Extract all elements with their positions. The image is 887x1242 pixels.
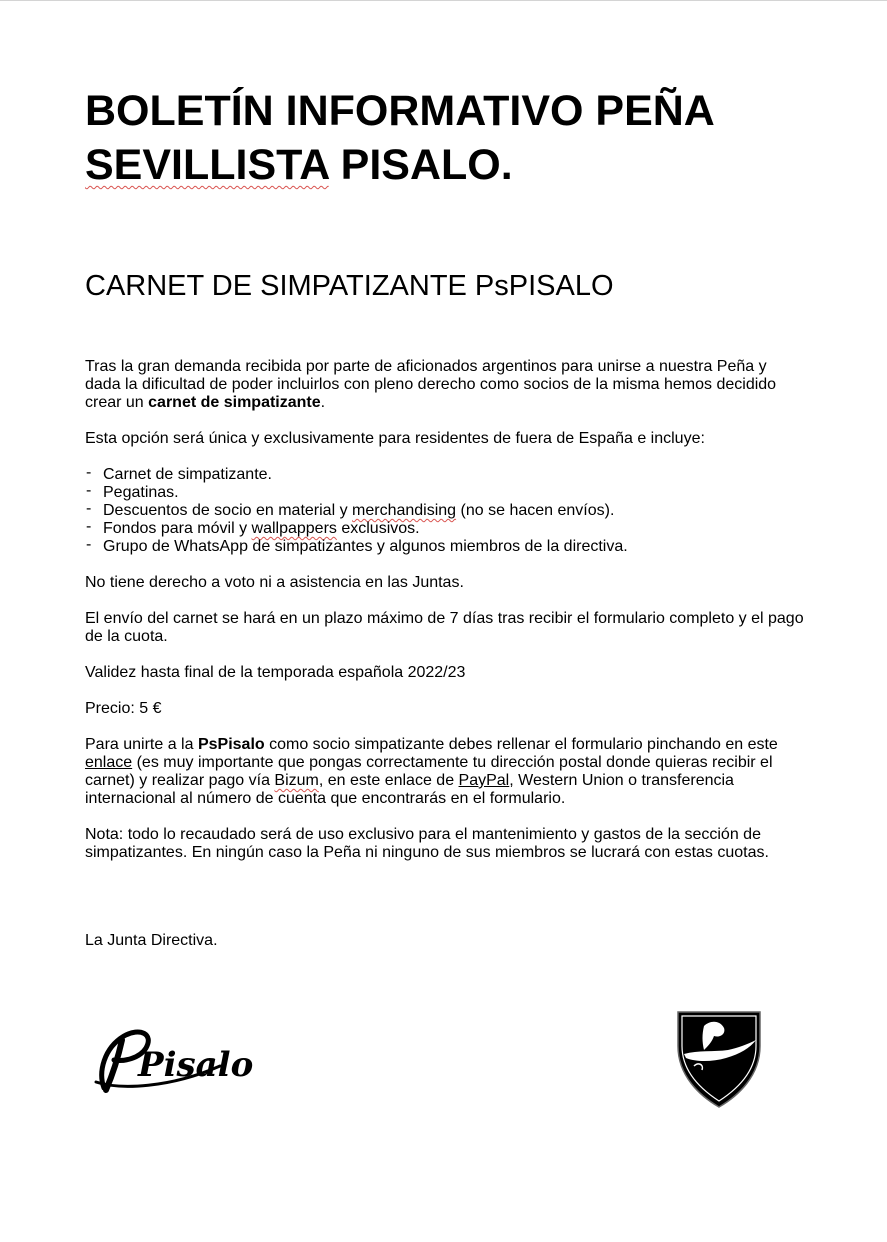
join-paragraph [85,736,805,808]
list-item-text: Descuentos de socio en material y [103,502,353,519]
flagged-word: Bizum [274,772,319,789]
title-line-1: BOLETÍN INFORMATIVO PEÑA [85,87,715,135]
list-item [85,502,805,520]
list-item-text: exclusivos. [336,520,420,537]
body-text [85,358,805,880]
intro-text: Tras la gran demanda recibida por parte de aficionados argentinos para unirse a nuestra Peña y dada la dificultad de poder incluirlos con pleno derecho como socios de la misma hemos decidido crear un [85,358,777,411]
intro-text-end: . [320,394,326,411]
flagged-word: merchandising [352,502,457,519]
join-text: , en este enlace de [318,772,459,789]
title-line-2 [85,138,805,192]
list-item-text: Fondos para móvil y [103,520,252,537]
title-line-2-rest: PISALO. [328,141,513,189]
join-text: Para unirte a la [85,736,198,753]
pisalo-script-logo [90,1018,254,1100]
list-item: - Pegatinas. [85,484,805,502]
validity-paragraph: Validez hasta final de la temporada española 2022/23 [85,664,466,681]
list-item-text: (no se hacen envíos). [456,502,615,519]
nota-paragraph: Nota: todo lo recaudado será de uso exclusivo para el mantenimiento y gastos de la sección de simpatizantes. En ningún caso la Peña ni ninguno de sus miembros se lucrará con estas cuotas. [85,826,769,861]
list-item: - Carnet de simpatizante. [85,466,805,484]
page-top-edge [0,0,887,1]
list-item [85,520,805,538]
join-text: como socio simpatizante debes rellenar el formulario pinchando en este [264,736,778,753]
title-flagged-word: SEVILLISTA [85,141,329,189]
logo-wordmark: Pisalo [138,1045,254,1085]
signoff: La Junta Directiva. [85,932,218,949]
paypal-link[interactable]: PayPal [458,772,510,789]
benefits-list [85,466,805,556]
exclusive-paragraph: Esta opción será única y exclusivamente para residentes de fuera de España e incluye: [85,430,705,447]
join-text: (es muy importante que pongas correctamente tu dirección postal donde quieras recibir el carnet) y realizar pago vía [85,754,773,789]
shipping-paragraph: El envío del carnet se hará en un plazo máximo de 7 días tras recibir el formulario completo y el pago de la cuota. [85,610,804,645]
join-text: , Western Union o transferencia internacional al número de cuenta que encontrarás en el formulario. [85,772,734,807]
price-paragraph: Precio: 5 € [85,700,162,717]
join-bold: PsPisalo [197,736,265,753]
document-page [85,84,805,949]
list-item: - Grupo de WhatsApp de simpatizantes y algunos miembros de la directiva. [85,538,805,556]
shield-crest-icon [674,1006,764,1110]
no-vote-paragraph: No tiene derecho a voto ni a asistencia en las Juntas. [85,574,464,591]
intro-paragraph [85,358,805,412]
section-subtitle: CARNET DE SIMPATIZANTE PsPISALO [85,270,614,302]
bulletin-title [85,84,805,192]
flagged-word: wallpappers [251,520,337,537]
intro-bold: carnet de simpatizante [148,394,321,411]
form-link[interactable]: enlace [85,754,133,771]
